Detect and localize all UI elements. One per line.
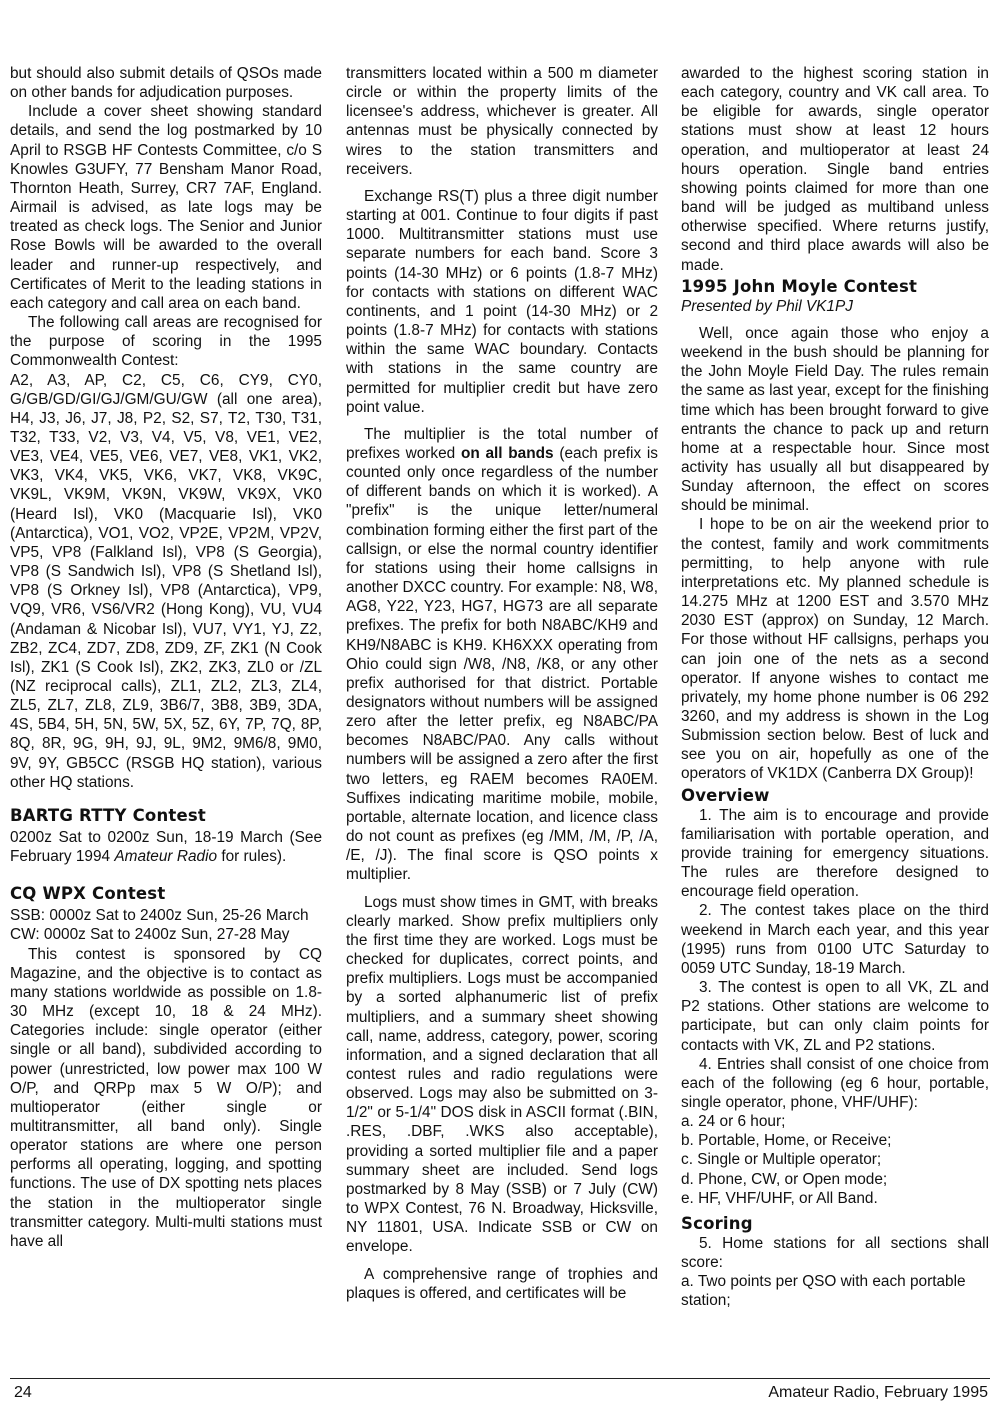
paragraph: Exchange RS(T) plus a three digit number starting at 001. Continue to four digits if past 1000. Multitransmitter stations must use separate numbers for each band. Score 3 points (14-30 MHz) or 6 points (1.8-7 MHz) for contacts with stations on different WAC continents, and 1 point (14-30 MHz) or 2 points (1.8-7 MHz) for contacts with stations within the same WAC boundary. Contacts with stations in the same country are permitted for multiplier credit but have zero point value.	[346, 187, 658, 416]
heading-john-moyle-contest: 1995 John Moyle Contest	[681, 276, 918, 296]
text-run: The multiplier is the total number of prefixes worked	[346, 425, 658, 462]
heading-bartg-rtty-contest: BARTG RTTY Contest	[10, 805, 206, 825]
paragraph: but should also submit details of QSOs made on other bands for adjudication purposes.	[10, 65, 322, 102]
list-item: a. Two points per QSO with each portable station;	[681, 1273, 966, 1310]
paragraph: I hope to be on air the weekend prior to the contest, family and work commitments permitting, to help anyone with rule interpretations etc. My planned schedule is 14.275 MHz at 1200 EST and 3.570 MHz 2030 EST (approx) on Sunday, 12 March. For those without HF callsigns, perhaps you can join one of the nets as a second operator. If anyone wishes to contact me privately, my home phone number is 06 292 3260, and my address is shown in the Log Submission section below. Best of luck and see you on air, hopefully as one of the operators of VK1DX (Canberra DX Group)!	[681, 516, 989, 783]
byline: Presented by Phil VK1PJ	[681, 297, 853, 315]
text-run: for rules).	[217, 848, 287, 866]
heading-cq-wpx-contest: CQ WPX Contest	[10, 884, 166, 904]
paragraph	[10, 828, 322, 866]
list-item: e. HF, VHF/UHF, or All Band.	[681, 1189, 878, 1207]
heading-scoring: Scoring	[681, 1213, 753, 1233]
paragraph	[346, 425, 658, 885]
paragraph: 4. Entries shall consist of one choice from each of the following (eg 6 hour, portable, single operator, phone, VHF/UHF):	[681, 1055, 989, 1111]
paragraph: This contest is sponsored by CQ Magazine, and the objective is to contact as many stations worldwide as possible on 1.8-30 MHz (except 10, 18 & 24 MHz). Categories include: single operator (either single or all band), subdivided according to power (unrestricted, low power max 100 W O/P, and QRPp max 5 W O/P); and multioperator (either single or multitransmitter, all band only). Single operator stations are where one person performs all operating, logging, and spotting functions. The use of DX spotting nets places the station in the multioperator single transmitter category. Multi-multi stations must have all	[10, 945, 322, 1250]
list-item: a. 24 or 6 hour;	[681, 1113, 786, 1131]
heading-overview: Overview	[681, 785, 770, 805]
footer-rule	[10, 1378, 990, 1379]
publication-name: Amateur Radio	[114, 848, 218, 866]
paragraph: A comprehensive range of trophies and plaques is offered, and certificates will be	[346, 1265, 658, 1302]
paragraph: awarded to the highest scoring station in each category, country and VK call area. To be eligible for awards, single operator stations must show at least 12 hours operation, and multioperator at least 24 hours operation. Single band entries showing points claimed for more than one band will be judged as multiband unless otherwise specified. Where returns justify, second and third place awards will also be made.	[681, 65, 989, 274]
paragraph: 1. The aim is to encourage and provide familiarisation with portable operation, and provide training for emergency situations. The rules are therefore designed to encourage field operation.	[681, 806, 989, 901]
paragraph: Well, once again those who enjoy a weekend in the bush should be planning for the John Moyle Field Day. The rules remain the same as last year, except for the finishing time which has been brought forward to give entrants the chance to pack up and return home at a respectable hour. Since most activity has usually all but disappeared by Sunday afternoon, the effect on scores should be minimal.	[681, 324, 989, 515]
paragraph: 5. Home stations for all sections shall score:	[681, 1234, 989, 1272]
emphasis-on-all-bands: on all bands	[460, 444, 554, 462]
schedule-cw: CW: 0000z Sat to 2400z Sun, 27-28 May	[10, 926, 290, 944]
column-1	[10, 64, 322, 1364]
list-item: d. Phone, CW, or Open mode;	[681, 1170, 888, 1188]
list-item: c. Single or Multiple operator;	[681, 1151, 882, 1169]
paragraph: 3. The contest is open to all VK, ZL and P2 stations. Other stations are welcome to participate, but can only claim points for contacts with VK, ZL and P2 stations.	[681, 979, 989, 1054]
list-item: b. Portable, Home, or Receive;	[681, 1132, 892, 1150]
text-run: (each prefix is counted only once regardless of the number of different bands on which it is worked). A "prefix" is the unique letter/numeral combination forming either the first part of the callsign, or else the normal country identifier for stations using their home callsigns in another DXCC country. For example: N8, W8, AG8, Y22, Y23, HG7, HG73 are all separate prefixes. The prefix for both N8ABC/KH9 and KH9/N8ABC is KH9. KH6XXX operating from Ohio could sign /W8, /N8, /K8, or any other prefix authorised for that district. Portable designators without numbers will be assigned zero after the letter prefix, eg N8ABC/PA becomes N8ABC/PA0. Any calls without numbers will be assigned a zero after the first two letters, eg RAEM becomes RA0EM. Suffixes indicating maritime mobile, mobile, portable, alternate location, and licence class do not count as prefixes (eg /MM, /M, /P, /A, /E, /J). The final score is QSO points x multiplier.	[346, 444, 658, 884]
schedule-ssb: SSB: 0000z Sat to 2400z Sun, 25-26 March	[10, 907, 309, 925]
column-2	[346, 64, 658, 1364]
paragraph: transmitters located within a 500 m diameter circle or within the property limits of the licensee's address, whichever is greater. All antennas must be physically connected by wires to the station transmitters and receivers.	[346, 65, 658, 178]
publication-footer: Amateur Radio, February 1995	[768, 1384, 988, 1401]
paragraph: 2. The contest takes place on the third weekend in March each year, and this year (1995) runs from 0100 UTC Saturday to 0059 UTC Sunday, 18-19 March.	[681, 902, 989, 977]
text-run: 0200z Sat to 0200z Sun, 18-19 March (See February 1994	[10, 828, 322, 866]
paragraph: Include a cover sheet showing standard details, and send the log postmarked by 10 April to RSGB HF Contests Committee, c/o S Knowles G3UFY, 77 Bensham Manor Road, Thornton Heath, Surrey, CR7 7AF, England. Airmail is advised, as late logs may be treated as check logs. The Senior and Junior Rose Bowls will be awarded to the overall leader and runner-up respectively, and Certificates of Merit to the leading stations in each category and call area on each band.	[10, 103, 322, 312]
call-area-list: A2, A3, AP, C2, C5, C6, CY9, CY0, G/GB/GD/GI/GJ/GM/GU/GW (all one area), H4, J3, J6, J7, J8, P2, S2, S7, T2, T30, T31, T32, T33, V2, V3, V4, V5, V8, VE1, VE2, VE3, VE4, VE5, VE6, VE7, VE8, VK1, VK2, VK3, VK4, VK5, VK6, VK7, VK8, VK9C, VK9L, VK9M, VK9N, VK9W, VK9X, VK0 (Heard Isl), VK0 (Macquarie Isl), VK0 (Antarctica), VO1, VO2, VP2E, VP2M, VP2V, VP5, VP8 (Falkland Isl), VP8 (S Georgia), VP8 (S Sandwich Isl), VP8 (S Shetland Isl), VP8 (S Orkney Isl), VP8 (Antarctica), VP9, VQ9, VR6, VS6/VR2 (Hong Kong), VU, VU4 (Andaman & Nicobar Isl), VU7, VY1, YJ, Z2, ZB2, ZC4, ZD7, ZD8, ZD9, ZF, ZK1 (N Cook Isl), ZK1 (S Cook Isl), ZK2, ZK3, ZL0 or /ZL (NZ reciprocal calls), ZL1, ZL2, ZL3, ZL4, ZL5, ZL7, ZL8, ZL9, 3B6/7, 3B8, 3B9, 3DA, 4S, 5B4, 5H, 5N, 5W, 5X, 5Z, 6Y, 7P, 7Q, 8P, 8Q, 8R, 9G, 9H, 9J, 9L, 9M2, 9M6/8, 9M0, 9V, 9Y, GB5CC (RSGB HQ station), various other HQ stations.	[10, 371, 322, 791]
page-number: 24	[14, 1384, 32, 1401]
paragraph: The following call areas are recognised for the purpose of scoring in the 1995 Commonwealth Contest:	[10, 314, 322, 370]
paragraph: Logs must show times in GMT, with breaks clearly marked. Show prefix multipliers only the first time they are worked. Logs must be checked for duplicates, correct points, and prefix multipliers. Logs must be accompanied by a sorted alphanumeric list of prefix multipliers, and a summary sheet showing call, name, address, category, power, scoring information, and a signed declaration that all contest rules and radio regulations were observed. Logs may also be submitted on 3-1/2" or 5-1/4" DOS disk in ASCII format (.BIN, .RES, .DBF, .WKS also acceptable), providing a sorted multiplier file and a paper summary sheet are included. Send logs postmarked by 8 May (SSB) or 7 July (CW) to WPX Contest, 76 N. Broadway, Hicksville, NY 11801, USA. Indicate SSB or CW on envelope.	[346, 893, 658, 1256]
column-3	[681, 64, 989, 1364]
